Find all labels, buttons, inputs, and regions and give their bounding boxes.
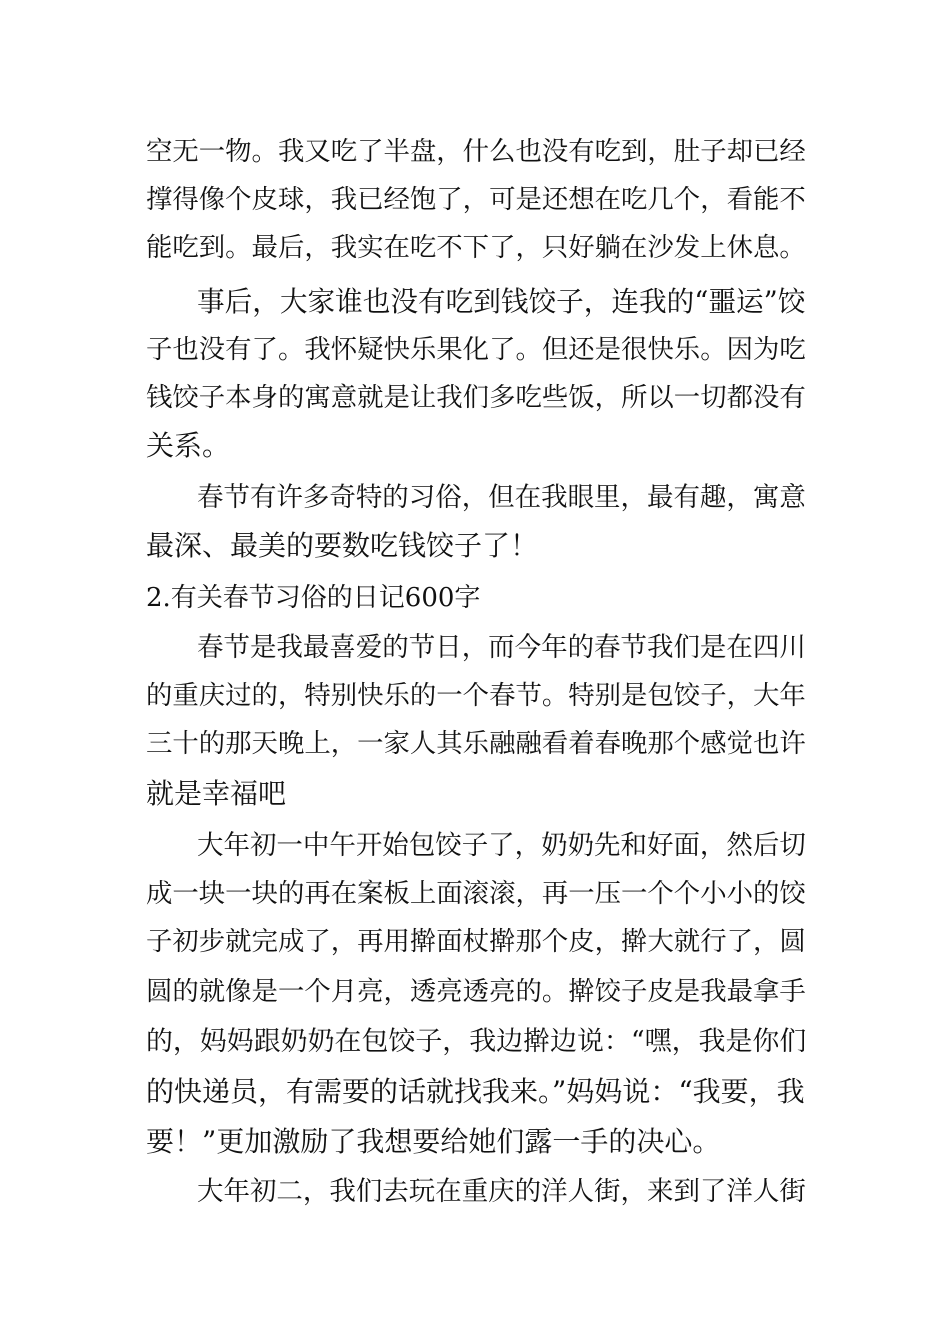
text-line <box>0 922 950 962</box>
text-line <box>0 774 950 814</box>
line-text: 的重庆过的，特别快乐的一个春节。特别是包饺子，大年 <box>146 680 806 711</box>
text-line <box>0 1072 950 1112</box>
line-text: 三十的那天晚上，一家人其乐融融看着春晚那个感觉也许 <box>146 728 806 759</box>
line-text: 能吃到。最后，我实在吃不下了，只好躺在沙发上休息。 <box>146 232 806 263</box>
line-text: 撑得像个皮球，我已经饱了，可是还想在吃几个，看能不 <box>146 184 806 215</box>
text-line <box>0 874 950 914</box>
line-text: 就是幸福吧 <box>146 777 287 810</box>
line-text: 大年初二，我们去玩在重庆的洋人街，来到了洋人街 <box>197 1176 806 1207</box>
text-line <box>0 1122 950 1162</box>
section-heading <box>0 578 950 618</box>
line-text: 关系。 <box>146 429 231 462</box>
line-text: 春节是我最喜爱的节日，而今年的春节我们是在四川 <box>197 632 806 663</box>
text-line <box>0 426 950 466</box>
text-line <box>0 478 950 518</box>
text-line <box>0 330 950 370</box>
text-line <box>0 282 950 322</box>
heading-text: 2.有关春节习俗的日记600字 <box>146 583 481 613</box>
text-line <box>0 972 950 1012</box>
text-line <box>0 1022 950 1062</box>
text-line <box>0 132 950 172</box>
line-text: 圆的就像是一个月亮，透亮透亮的。擀饺子皮是我最拿手 <box>146 976 806 1007</box>
line-text: 春节有许多奇特的习俗，但在我眼里，最有趣，寓意 <box>197 482 806 513</box>
line-text: 事后，大家谁也没有吃到钱饺子，连我的“噩运”饺 <box>197 285 806 318</box>
text-line <box>0 628 950 668</box>
line-text: 空无一物。我又吃了半盘，什么也没有吃到，肚子却已经 <box>146 136 806 167</box>
text-line <box>0 526 950 566</box>
text-line <box>0 378 950 418</box>
line-text: 成一块一块的再在案板上面滚滚，再一压一个个小小的饺 <box>146 878 806 909</box>
text-line <box>0 826 950 866</box>
line-text: 子初步就完成了，再用擀面杖擀那个皮，擀大就行了，圆 <box>146 926 806 957</box>
text-line <box>0 228 950 268</box>
line-text: 的，妈妈跟奶奶在包饺子，我边擀边说：“嘿，我是你们 <box>146 1026 807 1057</box>
line-text: 子也没有了。我怀疑快乐果化了。但还是很快乐。因为吃 <box>146 334 806 365</box>
text-line <box>0 676 950 716</box>
text-line <box>0 1172 950 1212</box>
line-text: 大年初一中午开始包饺子了，奶奶先和好面，然后切 <box>197 830 806 861</box>
line-text: 钱饺子本身的寓意就是让我们多吃些饭，所以一切都没有 <box>146 382 806 413</box>
text-line <box>0 180 950 220</box>
line-text: 要！”更加激励了我想要给她们露一手的决心。 <box>146 1125 721 1158</box>
text-line <box>0 724 950 764</box>
line-text: 最深、最美的要数吃钱饺子了！ <box>146 529 539 562</box>
line-text: 的快递员，有需要的话就找我来。”妈妈说：“我要，我 <box>146 1075 805 1108</box>
